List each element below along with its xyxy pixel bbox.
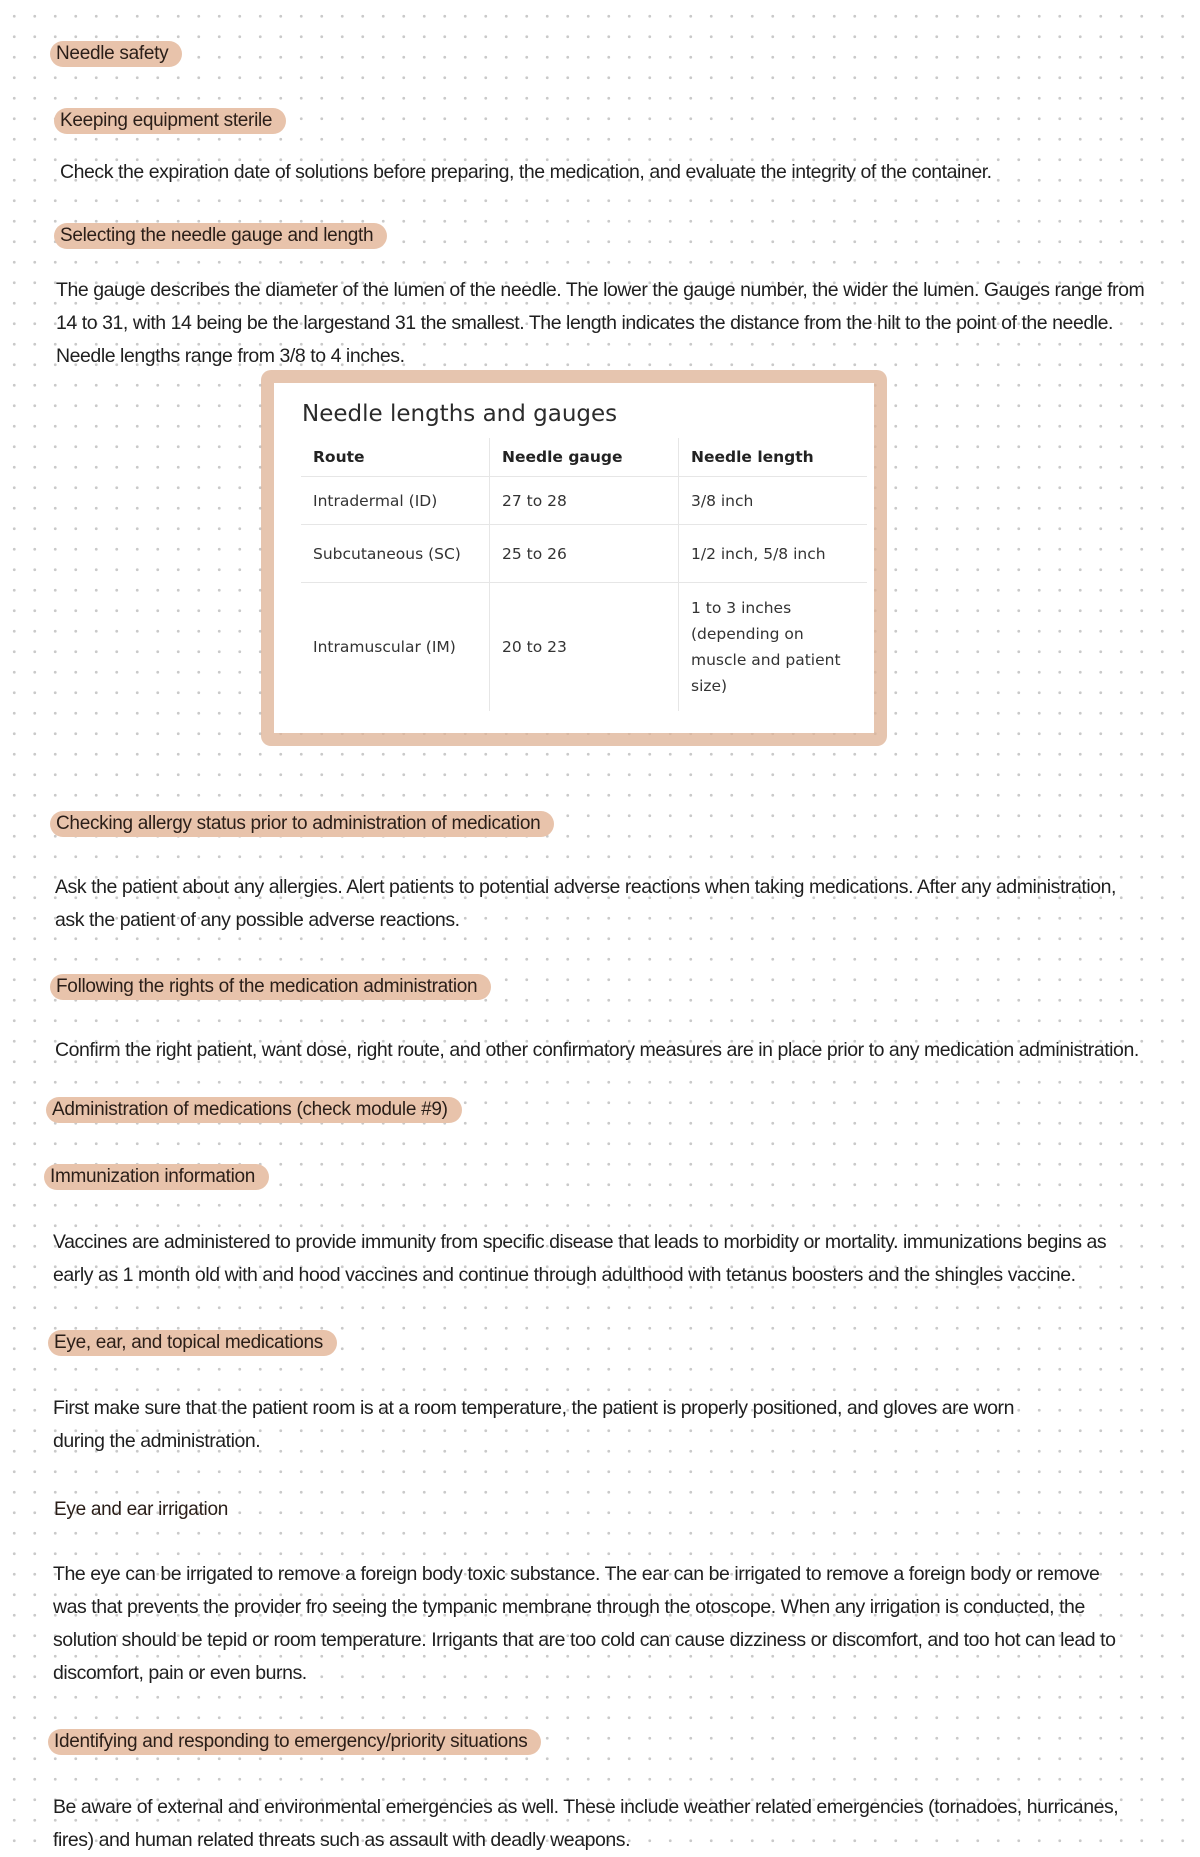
paragraph-allergy: Ask the patient about any allergies. Alert patients to potential adverse reactions when taking medications. After any administration, ask the patient of any possible adverse reactions. xyxy=(55,876,1116,931)
heading-immunization: Immunization information xyxy=(44,1164,269,1190)
table-cell-gauge: 20 to 23 xyxy=(490,583,679,711)
paragraph-sterile: Check the expiration date of solutions before preparing, the medication, and evaluate the integrity of the container. xyxy=(60,161,992,183)
table-cell-route: Intramuscular (IM) xyxy=(313,637,456,656)
table-header-length: Needle length xyxy=(679,438,868,477)
table-header-route: Route xyxy=(301,438,490,477)
heading-topical-medications: Eye, ear, and topical medications xyxy=(48,1330,337,1356)
paragraph-rights: Confirm the right patient, want dose, right route, and other confirmatory measures are in place prior to any medication administration. xyxy=(55,1039,1139,1061)
paragraph-gauge: The gauge describes the diameter of the lumen of the needle. The lower the gauge number, the wider the lumen. Gauges range from 14 to 31, with 14 being be the largestand 31 the smallest. The length indicates the distance from the hilt to the point of the needle. Needle lengths range from 3/8 to 4 inches. xyxy=(56,279,1145,367)
table-highlight-frame xyxy=(261,370,887,746)
table-header-gauge: Needle gauge xyxy=(490,438,679,477)
heading-administration: Administration of medications (check module #9) xyxy=(46,1097,462,1123)
paragraph-emergency: Be aware of external and environmental emergencies as well. These include weather related emergencies (tornadoes, hurricanes, fires) and human related threats such as assault with deadly weapons. xyxy=(53,1796,1119,1851)
heading-needle-gauge-length: Selecting the needle gauge and length xyxy=(54,223,387,249)
heading-emergency: Identifying and responding to emergency/priority situations xyxy=(48,1729,541,1755)
paragraph-immunization: Vaccines are administered to provide immunity from specific disease that leads to morbidity or mortality. immunizations begins as early as 1 month old with and hood vaccines and continue through adulthood with tetanus boosters and the shingles vaccine. xyxy=(53,1231,1107,1286)
paragraph-irrigation: The eye can be irrigated to remove a foreign body toxic substance. The ear can be irrigated to remove a foreign body or remove was that prevents the provider fro seeing the tympanic membrane through the otoscope. When any irrigation is conducted, the solution should be tepid or room temperature. Irrigants that are too cold can cause dizziness or discomfort, and too hot can lead to discomfort, pain or even burns. xyxy=(53,1563,1116,1684)
table-cell-gauge: 27 to 28 xyxy=(490,477,679,525)
table-cell-route: Intradermal (ID) xyxy=(301,477,490,525)
needle-table-title: Needle lengths and gauges xyxy=(302,401,618,427)
table-cell-route: Subcutaneous (SC) xyxy=(301,525,490,583)
table-cell-gauge: 25 to 26 xyxy=(490,525,679,583)
table-cell-length: 1/2 inch, 5/8 inch xyxy=(679,525,868,583)
table-cell-length: 3/8 inch xyxy=(679,477,868,525)
table-cell-length: 1 to 3 inches (depending on muscle and patient size) xyxy=(679,583,868,711)
heading-needle-safety: Needle safety xyxy=(50,41,182,67)
heading-keeping-equipment-sterile: Keeping equipment sterile xyxy=(54,108,286,134)
heading-medication-rights: Following the rights of the medication administration xyxy=(50,974,491,1000)
heading-eye-ear-irrigation: Eye and ear irrigation xyxy=(54,1499,229,1520)
paragraph-topical: First make sure that the patient room is at a room temperature, the patient is properly positioned, and gloves are worn during the administration. xyxy=(53,1397,1014,1452)
heading-allergy-status: Checking allergy status prior to administration of medication xyxy=(50,811,554,837)
